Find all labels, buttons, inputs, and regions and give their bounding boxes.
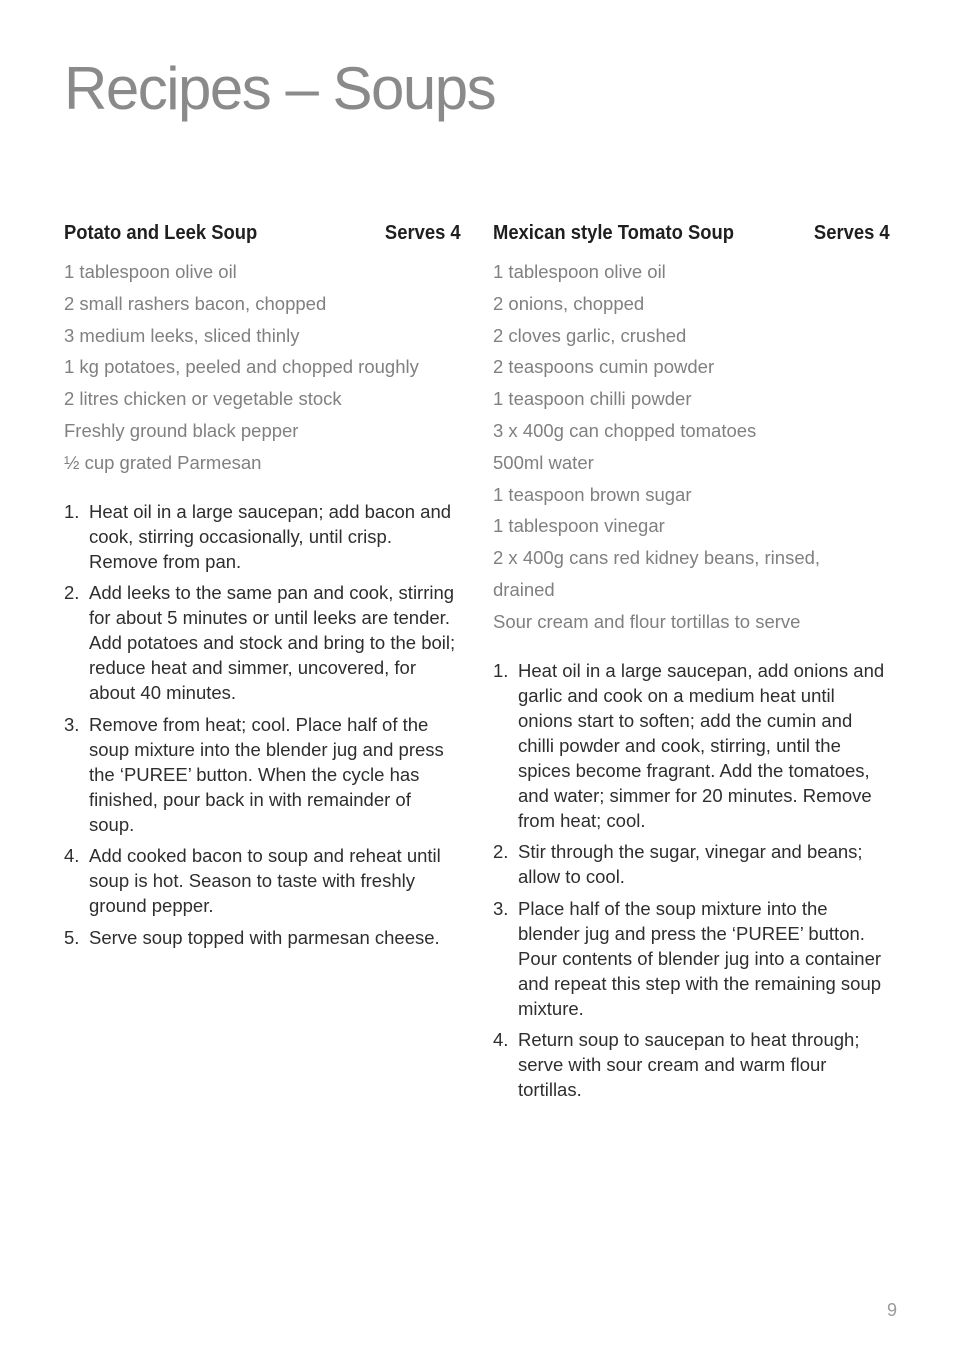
ingredient-item: Freshly ground black pepper (64, 419, 299, 441)
method-step (64, 843, 461, 918)
recipe-serves: Serves 4 (384, 222, 461, 244)
ingredient-item: 1 teaspoon brown sugar (493, 483, 692, 505)
ingredient-item: drained (493, 578, 555, 600)
step-number: 4. (64, 845, 80, 867)
step-text: Stir through the sugar, vinegar and beans; allow to cool. (518, 841, 863, 888)
ingredient-item: 3 x 400g can chopped tomatoes (493, 419, 757, 441)
step-text: Place half of the soup mixture into the blender jug and press the ‘PUREE’ button. Pour contents of blender jug into a container and repeat this step with the remaining soup mixture. (518, 897, 882, 1019)
ingredient-item: 1 kg potatoes, peeled and chopped roughly (64, 356, 419, 378)
ingredient-item: 2 cloves garlic, crushed (493, 324, 687, 346)
ingredient-item: 2 x 400g cans red kidney beans, rinsed, (493, 547, 821, 569)
method-step (493, 896, 890, 1021)
method-steps (493, 658, 890, 1103)
ingredient-item: 1 tablespoon olive oil (64, 261, 237, 282)
ingredient-item: 1 tablespoon olive oil (493, 261, 666, 282)
ingredient-item: 1 tablespoon vinegar (493, 515, 665, 537)
step-text: Heat oil in a large saucepan, add onions and garlic and cook on a medium heat until onions start to soften; add the cumin and chilli powder and cook, stirring, until the spices become fragrant. Add the tomatoes, and water; simmer for 20 minutes. Remove from heat; cool. (518, 659, 885, 831)
page-number: 9 (887, 1300, 898, 1320)
step-number: 3. (493, 897, 509, 919)
step-text: Return soup to saucepan to heat through; serve with sour cream and warm flour tortillas. (518, 1029, 860, 1101)
recipe-mexican-tomato-soup (493, 222, 890, 1109)
recipe-serves: Serves 4 (813, 222, 890, 244)
method-step (64, 580, 461, 705)
recipe-header (493, 222, 890, 252)
step-text: Remove from heat; cool. Place half of the soup mixture into the blender jug and press the ‘PUREE’ button. When the cycle has finished, pour back in with remainder of soup. (89, 713, 444, 835)
ingredient-item: 2 teaspoons cumin powder (493, 356, 715, 378)
page-title: Recipes – Soups (64, 55, 496, 122)
ingredient-item: 2 litres chicken or vegetable stock (64, 388, 342, 410)
recipe-potato-leek-soup (64, 222, 461, 956)
ingredient-item: 3 medium leeks, sliced thinly (64, 324, 300, 346)
ingredient-item: 500ml water (493, 451, 594, 473)
ingredient-item: 1 teaspoon chilli powder (493, 388, 692, 410)
method-steps (64, 499, 461, 950)
ingredient-item: 2 onions, chopped (493, 292, 645, 314)
method-step (493, 839, 890, 889)
step-number: 4. (493, 1029, 509, 1051)
step-text: Heat oil in a large saucepan; add bacon and cook, stirring occasionally, until crisp. Remove from pan. (89, 500, 452, 572)
step-number: 1. (493, 659, 509, 681)
recipe-header (64, 222, 461, 252)
method-step (493, 1027, 890, 1102)
step-text: Serve soup topped with parmesan cheese. (89, 926, 440, 948)
step-number: 1. (64, 500, 80, 522)
step-number: 2. (493, 841, 509, 863)
step-number: 2. (64, 582, 80, 604)
ingredient-item: Sour cream and flour tortillas to serve (493, 610, 801, 632)
step-number: 5. (64, 926, 80, 948)
method-step (64, 925, 461, 950)
ingredient-item: ½ cup grated Parmesan (64, 451, 262, 473)
ingredient-list (493, 256, 890, 638)
step-text: Add leeks to the same pan and cook, stirring for about 5 minutes or until leeks are tender. Add potatoes and stock and bring to the boil; reduce heat and simmer, uncovered, for about 40 minutes. (89, 582, 456, 704)
ingredient-list (64, 256, 461, 479)
ingredient-item: 2 small rashers bacon, chopped (64, 292, 327, 314)
recipe-title: Potato and Leek Soup (64, 222, 258, 244)
step-text: Add cooked bacon to soup and reheat until soup is hot. Season to taste with freshly ground pepper. (89, 845, 441, 917)
method-step (493, 658, 890, 833)
recipe-title: Mexican style Tomato Soup (493, 222, 734, 244)
method-step (64, 712, 461, 837)
method-step (64, 499, 461, 574)
step-number: 3. (64, 713, 80, 735)
